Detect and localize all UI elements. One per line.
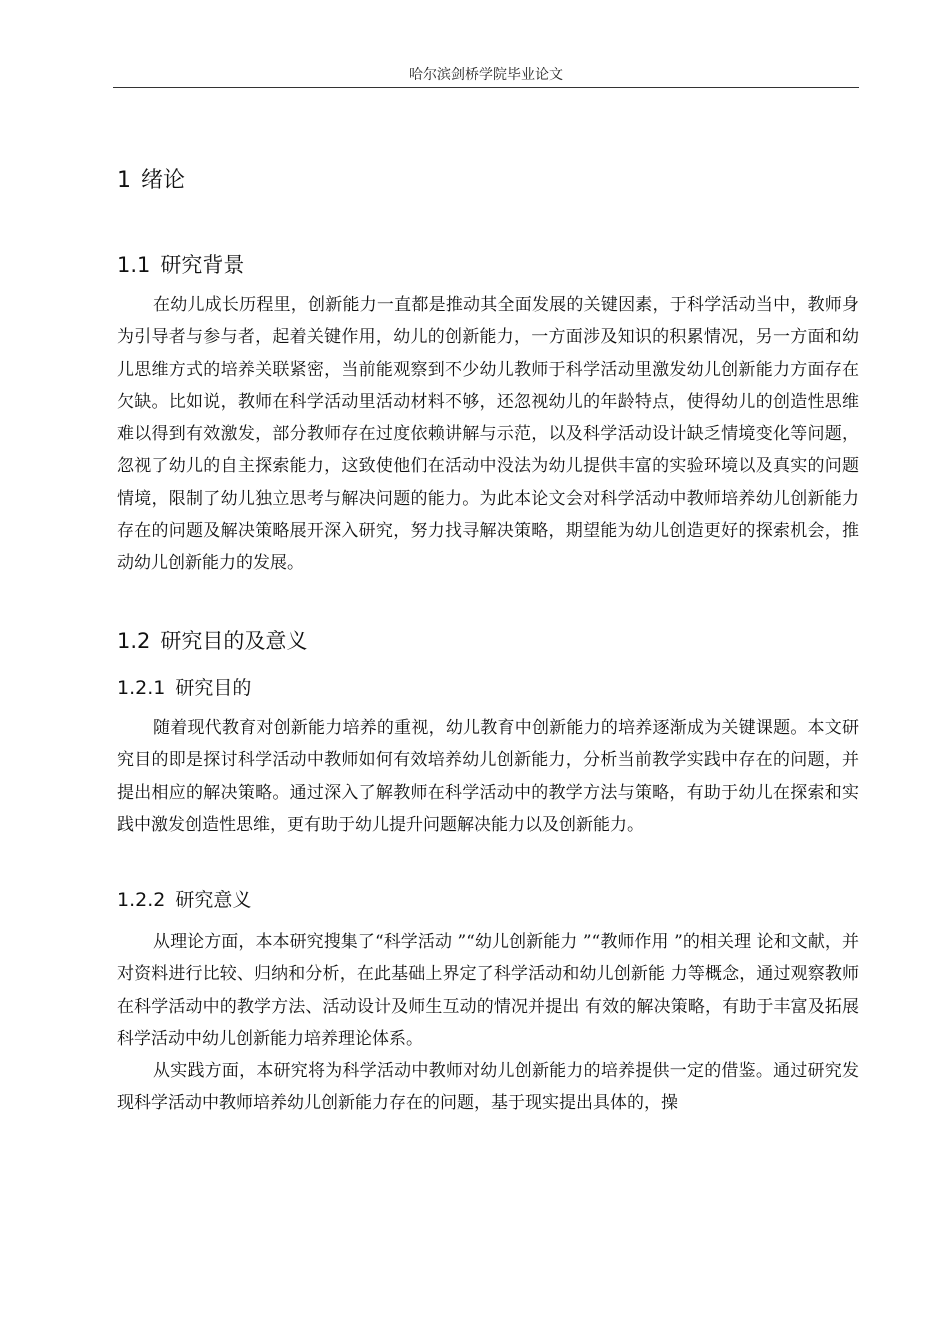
header-divider — [113, 87, 859, 88]
chapter-number: 1 — [117, 168, 131, 193]
subsection-title: 研究目的 — [175, 677, 252, 699]
chapter-heading — [117, 163, 185, 194]
page-header: 哈尔滨剑桥学院毕业论文 — [409, 67, 563, 83]
subsection-heading-1-2-2 — [117, 885, 251, 912]
section-number: 1.1 — [117, 253, 151, 277]
subsection-number: 1.2.1 — [117, 677, 166, 699]
subsection-heading-1-2-1 — [117, 673, 251, 700]
section-heading-1-2 — [117, 625, 307, 655]
subsection-number: 1.2.2 — [117, 889, 166, 911]
section-heading-1-1 — [117, 249, 244, 279]
paragraph-research-purpose: 随着现代教育对创新能力培养的重视，幼儿教育中创新能力的培养逐渐成为关键课题。本文研究目的即是探讨科学活动中教师如何有效培养幼儿创新能力，分析当前教学实践中存在的问题，并提出相应的解决策略。通过深入了解教师在科学活动中的教学方法与策略，有助于幼儿在探索和实践中激发创造性思维，更有助于幼儿提升问题解决能力以及创新能力。 — [117, 718, 859, 835]
paragraph-practical-significance: 从实践方面，本研究将为科学活动中教师对幼儿创新能力的培养提供一定的借鉴。通过研究发现科学活动中教师培养幼儿创新能力存在的问题，基于现实提出具体的，操 — [117, 1061, 859, 1114]
chapter-title: 绪论 — [141, 168, 186, 193]
section-title: 研究背景 — [160, 253, 245, 277]
paragraph-theoretical-significance: 从理论方面，本本研究搜集了“科学活动 ”“幼儿创新能力 ”“教师作用 ”的相关理 论和文献，并对资料进行比较、归纳和分析，在此基础上界定了科学活动和幼儿创新能 力等概念，通过观察教师在科学活动中的教学方法、活动设计及师生互动的情况并提出 有效的解决策略，有助于丰富及拓展科学活动中幼儿创新能力培养理论体系。 — [117, 932, 859, 1049]
section-number: 1.2 — [117, 629, 151, 653]
subsection-title: 研究意义 — [175, 889, 252, 911]
paragraph-research-background: 在幼儿成长历程里，创新能力一直都是推动其全面发展的关键因素，于科学活动当中，教师身为引导者与参与者，起着关键作用，幼儿的创新能力，一方面涉及知识的积累情况，另一方面和幼儿思维方式的培养关联紧密，当前能观察到不少幼儿教师于科学活动里激发幼儿创新能力方面存在欠缺。比如说，教师在科学活动里活动材料不够，还忽视幼儿的年龄特点，使得幼儿的创造性思维难以得到有效激发，部分教师存在过度依赖讲解与示范，以及科学活动设计缺乏情境变化等问题，忽视了幼儿的自主探索能力，这致使他们在活动中没法为幼儿提供丰富的实验环境以及真实的问题情境，限制了幼儿独立思考与解决问题的能力。为此本论文会对科学活动中教师培养幼儿创新能力存在的问题及解决策略展开深入研究，努力找寻解决策略，期望能为幼儿创造更好的探索机会，推动幼儿创新能力的发展。 — [117, 295, 859, 574]
section-title: 研究目的及意义 — [160, 629, 308, 653]
